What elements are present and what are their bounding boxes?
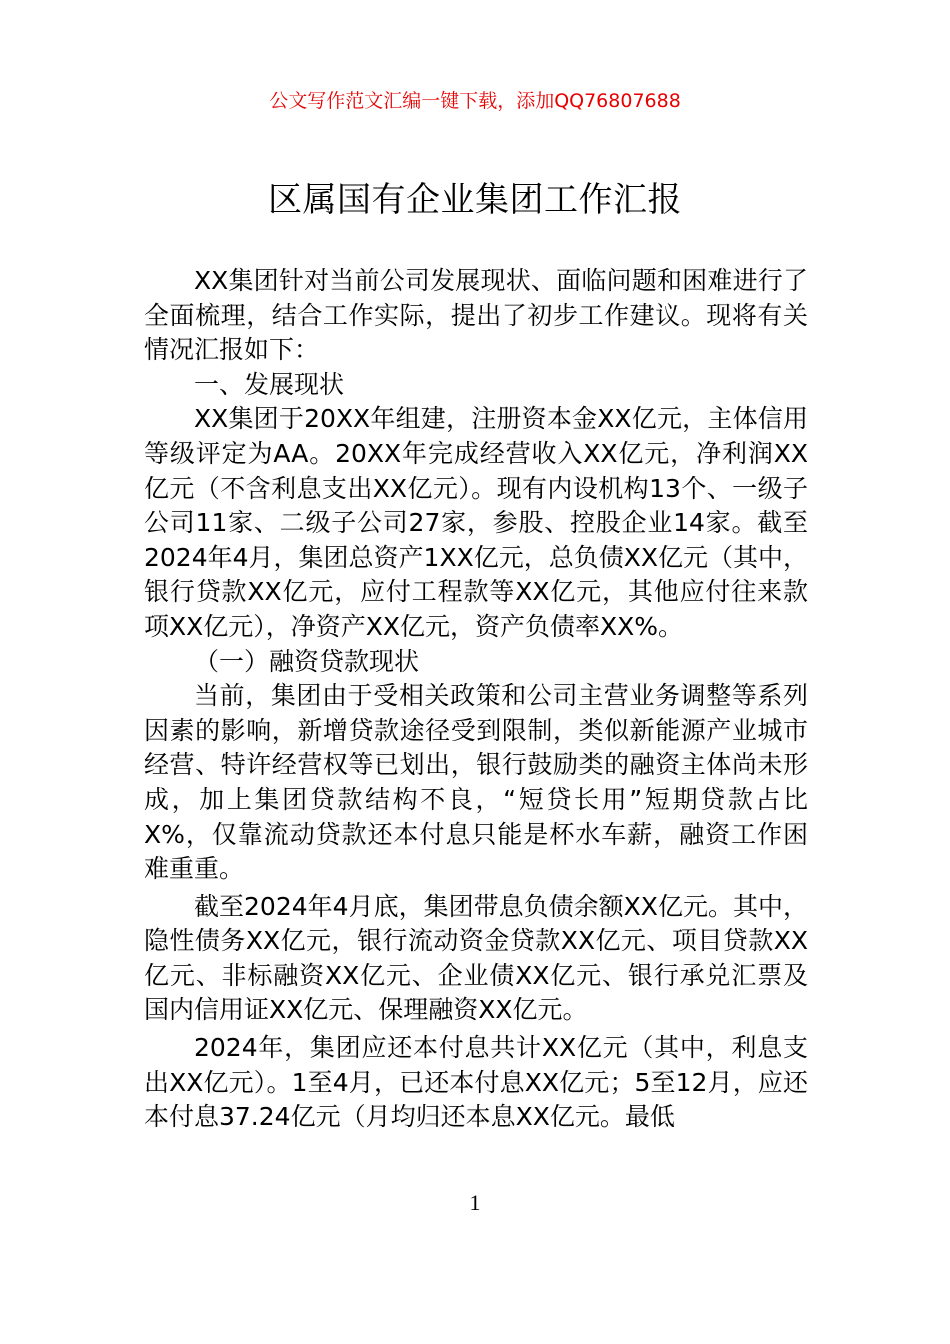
paragraph-debt-balance: 截至2024年4月底，集团带息负债余额XX亿元。其中，隐性债务XX亿元，银行流动资金贷款XX亿元、项目贷款XX亿元、非标融资XX亿元、企业债XX亿元、银行承兑汇票及国内信用证XX亿元、保理融资XX亿元。 bbox=[144, 891, 808, 1025]
paragraph-financing-difficulty: 当前，集团由于受相关政策和公司主营业务调整等系列因素的影响，新增贷款途径受到限制，类似新能源产业城市经营、特许经营权等已划出，银行鼓励类的融资主体尚未形成，加上集团贷款结构不良，“短贷长用”短期贷款占比X%，仅靠流动贷款还本付息只能是杯水车薪，融资工作困难重重。 bbox=[144, 681, 808, 884]
paragraph-repayment-2024: 2024年，集团应还本付息共计XX亿元（其中，利息支出XX亿元）。1至4月，已还本付息XX亿元；5至12月，应还本付息37.24亿元（月均归还本息XX亿元。最低 bbox=[144, 1033, 808, 1132]
section-heading-development-status: 一、发展现状 bbox=[194, 369, 345, 399]
document-body bbox=[144, 264, 808, 1135]
document-title: 区属国有企业集团工作汇报 bbox=[268, 180, 682, 220]
page-number: 1 bbox=[469, 1190, 481, 1215]
intro-paragraph: XX集团针对当前公司发展现状、面临问题和困难进行了全面梳理，结合工作实际，提出了初步工作建议。现将有关情况汇报如下： bbox=[144, 266, 808, 365]
paragraph-group-overview: XX集团于20XX年组建，注册资本金XX亿元，主体信用等级评定为AA。20XX年完成经营收入XX亿元，净利润XX亿元（不含利息支出XX亿元）。现有内设机构13个、一级子公司11家、二级子公司27家，参股、控股企业14家。截至2024年4月，集团总资产1XX亿元，总负债XX亿元（其中，银行贷款XX亿元，应付工程款等XX亿元，其他应付往来款项XX亿元），净资产XX亿元，资产负债率XX%。 bbox=[144, 404, 808, 641]
subsection-heading-financing-loans: （一）融资贷款现状 bbox=[194, 646, 420, 676]
download-notice: 公文写作范文汇编一键下载，添加QQ76807688 bbox=[269, 90, 681, 112]
